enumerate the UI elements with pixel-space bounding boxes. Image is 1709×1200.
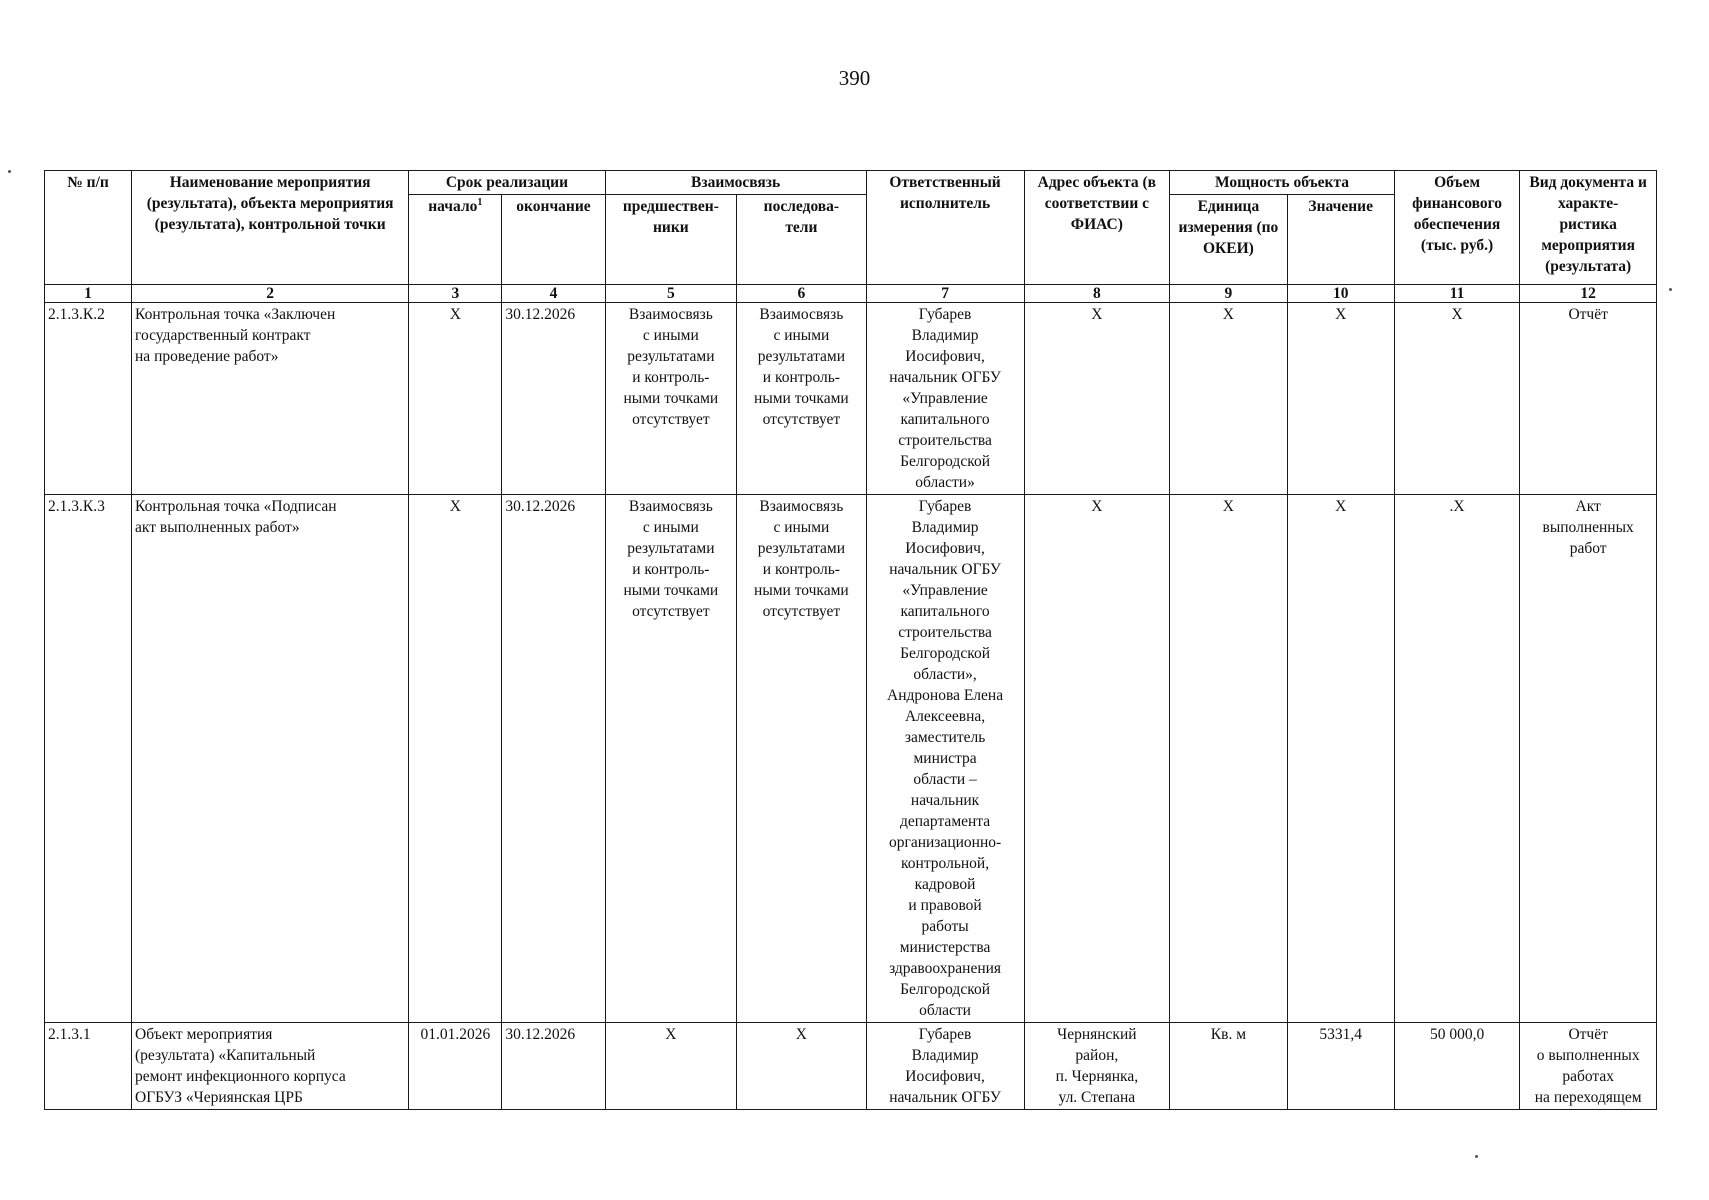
row-end: 30.12.2026 — [502, 1023, 605, 1110]
header-link-group: Взаимосвязь — [605, 171, 866, 195]
header-row-1 — [45, 171, 1657, 195]
header-financing: Объем финансового обеспечения (тыс. руб.) — [1394, 171, 1519, 285]
row-financing: 50 000,0 — [1394, 1023, 1519, 1110]
row-document: Отчёт — [1520, 303, 1657, 495]
row-value: 5331,4 — [1287, 1023, 1394, 1110]
scan-speck — [1475, 1155, 1478, 1158]
row-name: Объект мероприятия (результата) «Капитальный ремонт инфекционного корпуса ОГБУЗ «Чериянская ЦРБ — [132, 1023, 409, 1110]
row-document: Отчёт о выполненных работах на переходящем — [1520, 1023, 1657, 1110]
row-successors: Взаимосвязь с иными результатами и контроль- ными точками отсутствует — [737, 303, 867, 495]
col-number: 9 — [1170, 285, 1287, 303]
row-address: Чернянский район, п. Чернянка, ул. Степана — [1024, 1023, 1170, 1110]
header-name: Наименование мероприятия (результата), объекта мероприятия (результата), контрольной точки — [132, 171, 409, 285]
row-end: 30.12.2026 — [502, 303, 605, 495]
page-number: 390 — [838, 66, 871, 90]
row-value: X — [1287, 495, 1394, 1023]
row-name: Контрольная точка «Заключен государственный контракт на проведение работ» — [132, 303, 409, 495]
header-term-group: Срок реализации — [409, 171, 605, 195]
row-predecessors: X — [605, 1023, 737, 1110]
row-unit: Кв. м — [1170, 1023, 1287, 1110]
row-start: 01.01.2026 — [409, 1023, 502, 1110]
col-number: 1 — [45, 285, 132, 303]
header-document: Вид документа и характе- ристика мероприятия (результата) — [1520, 171, 1657, 285]
row-responsible: Губарев Владимир Иосифович, начальник ОГБУ «Управление капитального строительства Белгородской области» — [866, 303, 1024, 495]
row-financing: .X — [1394, 495, 1519, 1023]
table-row — [45, 495, 1657, 1023]
header-end: окончание — [502, 195, 605, 285]
col-number: 7 — [866, 285, 1024, 303]
header-capacity-group: Мощность объекта — [1170, 171, 1395, 195]
row-unit: X — [1170, 303, 1287, 495]
col-number: 11 — [1394, 285, 1519, 303]
col-number: 4 — [502, 285, 605, 303]
header-address: Адрес объекта (в соответствии с ФИАС) — [1024, 171, 1170, 285]
row-unit: X — [1170, 495, 1287, 1023]
scan-speck — [1669, 288, 1672, 291]
row-responsible: Губарев Владимир Иосифович, начальник ОГБУ — [866, 1023, 1024, 1110]
row-number: 2.1.3.К.2 — [45, 303, 132, 495]
header-start — [409, 195, 502, 285]
row-successors: X — [737, 1023, 867, 1110]
header-unit: Единица измерения (по ОКЕИ) — [1170, 195, 1287, 285]
row-name: Контрольная точка «Подписан акт выполненных работ» — [132, 495, 409, 1023]
row-start: X — [409, 495, 502, 1023]
col-number: 10 — [1287, 285, 1394, 303]
row-financing: X — [1394, 303, 1519, 495]
col-number: 8 — [1024, 285, 1170, 303]
row-start: X — [409, 303, 502, 495]
col-number: 2 — [132, 285, 409, 303]
scan-speck — [8, 170, 11, 173]
row-predecessors: Взаимосвязь с иными результатами и контроль- ными точками отсутствует — [605, 303, 737, 495]
row-value: X — [1287, 303, 1394, 495]
header-predecessors: предшествен- ники — [605, 195, 737, 285]
table-row — [45, 1023, 1657, 1110]
row-end: 30.12.2026 — [502, 495, 605, 1023]
row-predecessors: Взаимосвязь с иными результатами и контроль- ными точками отсутствует — [605, 495, 737, 1023]
header-responsible: Ответственный исполнитель — [866, 171, 1024, 285]
header-num: № п/п — [45, 171, 132, 285]
row-address: X — [1024, 495, 1170, 1023]
col-number: 3 — [409, 285, 502, 303]
row-successors: Взаимосвязь с иными результатами и контроль- ными точками отсутствует — [737, 495, 867, 1023]
row-responsible: Губарев Владимир Иосифович, начальник ОГБУ «Управление капитального строительства Белгородской области», Андронова Елена Алексеевна, заместитель министра области – начальник департамента организационно- контрольной, кадровой и правовой работы министерства здравоохранения Белгородской области — [866, 495, 1024, 1023]
col-number: 6 — [737, 285, 867, 303]
header-start-footnote: 1 — [477, 196, 483, 208]
row-document: Акт выполненных работ — [1520, 495, 1657, 1023]
header-value: Значение — [1287, 195, 1394, 285]
col-number: 12 — [1520, 285, 1657, 303]
table-row — [45, 303, 1657, 495]
row-address: X — [1024, 303, 1170, 495]
plan-table — [44, 170, 1657, 1110]
column-number-row — [45, 285, 1657, 303]
col-number: 5 — [605, 285, 737, 303]
row-number: 2.1.3.1 — [45, 1023, 132, 1110]
header-successors: последова- тели — [737, 195, 867, 285]
row-number: 2.1.3.К.3 — [45, 495, 132, 1023]
header-start-label: начало — [428, 198, 478, 215]
